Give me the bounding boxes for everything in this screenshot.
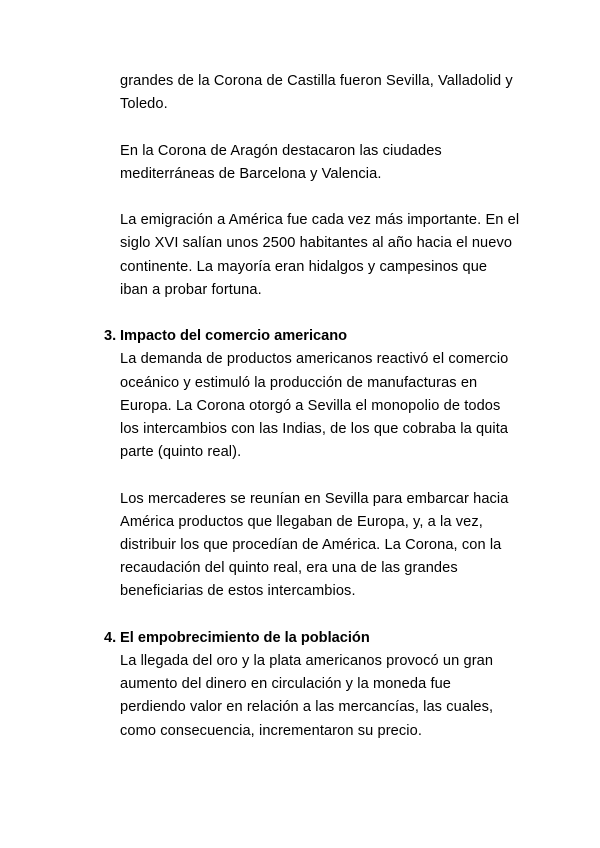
intro-paragraph-2: En la Corona de Aragón destacaron las ciudades mediterráneas de Barcelona y Valencia. [120,142,442,182]
section-title: El empobrecimiento de la población [120,629,370,646]
intro-paragraph-1: grandes de la Corona de Castilla fueron Sevilla, Valladolid y Toledo. [120,73,513,113]
paragraph-spacer [120,116,528,139]
section-paragraph: Los mercaderes se reunían en Sevilla para embarcar hacia América productos que llegaban de Europa, y, a la vez, distribuir los que procedían de América. La Corona, con la recaudación del quinto real, era una de las grandes beneficiarias de estos intercambios. [120,490,509,600]
intro-paragraph-3: La emigración a América fue cada vez más importante. En el siglo XVI salían unos 2500 habitantes al año hacia el nuevo continente. La mayoría eran hidalgos y campesinos que iban a probar fortuna. [120,212,520,298]
section-heading [104,325,528,348]
section-heading [104,627,528,650]
paragraph-spacer [120,186,528,209]
section-3 [104,325,528,603]
section-paragraph: La llegada del oro y la plata americanos provocó un gran aumento del dinero en circulación y la moneda fue perdiendo valor en relación a las mercancías, las cuales, como consecuencia, incrementaron su precio. [120,653,494,739]
section-4 [104,627,528,743]
paragraph-spacer [120,604,528,627]
section-paragraph: La demanda de productos americanos reactivó el comercio oceánico y estimuló la producción de manufacturas en Europa. La Corona otorgó a Sevilla el monopolio de todos los intercambios con las Indias, de los que cobraba la quita parte (quinto real). [120,351,509,461]
section-number: 3. [104,328,117,345]
section-title: Impacto del comercio americano [120,328,348,345]
paragraph-spacer [120,464,528,487]
section-number: 4. [104,629,117,646]
paragraph-spacer [120,302,528,325]
